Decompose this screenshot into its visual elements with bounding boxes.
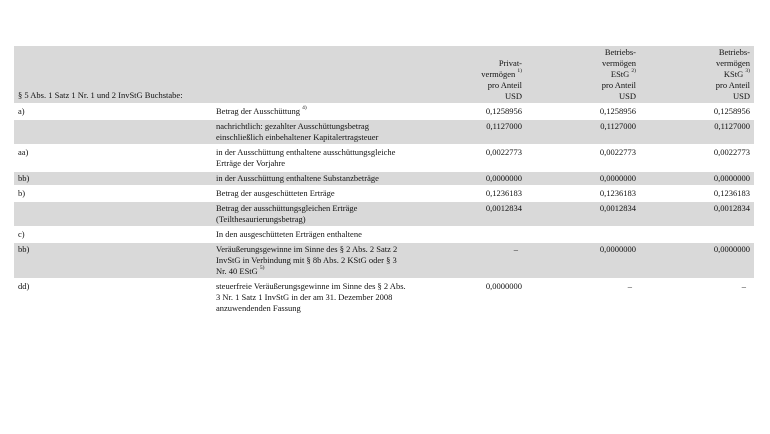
table-row <box>14 202 754 226</box>
value-cell <box>640 228 754 241</box>
table-row <box>14 187 754 200</box>
row-key: dd) <box>18 281 30 291</box>
value-cell: 0,1258956 <box>599 106 637 116</box>
value-cell: – <box>627 281 633 291</box>
value-cell: 0,0022773 <box>599 147 637 157</box>
column-header-private: Privat- vermögen $^{1)}$ pro Anteil USD <box>412 46 526 103</box>
value-cell: 0,0012834 <box>526 202 640 226</box>
row-description: Veräußerungsgewinne im Sinne des § 2 Abs. 2 Satz 2 InvStG in Verbindung mit § 8b Abs. 2 KStG oder § 3 Nr. 40 EStG $^{5)}$ <box>212 243 412 278</box>
table-row <box>14 120 754 144</box>
table-viewport <box>14 44 754 314</box>
table-row <box>14 105 754 118</box>
header-row <box>14 46 754 103</box>
value-cell: 0,1236183 <box>713 188 751 198</box>
row-description: in der Ausschüttung enthaltene Substanzbeträge <box>212 172 412 185</box>
value-cell: 0,0012834 <box>412 202 526 226</box>
value-cell: 0,1258956 <box>485 106 523 116</box>
row-key: a) <box>18 106 25 116</box>
column-header-business-estg: Betriebs- vermögen EStG $^{2)}$ pro Anteil USD <box>526 46 640 103</box>
row-key: c) <box>18 229 25 239</box>
value-cell: 0,1236183 <box>599 188 637 198</box>
footnote-marker: 5) <box>259 265 265 272</box>
value-cell: 0,1127000 <box>412 120 526 144</box>
row-description: Betrag der ausgeschütteten Erträge <box>216 188 335 198</box>
value-cell: 0,1258956 <box>713 106 751 116</box>
section-label: § 5 Abs. 1 Satz 1 Nr. 1 und 2 InvStG Buchstabe: <box>14 46 412 103</box>
value-cell: 0,0000000 <box>526 172 640 185</box>
value-cell: – <box>741 281 747 291</box>
row-description: in der Ausschüttung enthaltene ausschüttungsgleiche Erträge der Vorjahre <box>216 147 396 168</box>
table-row <box>14 228 754 241</box>
value-cell: 0,1127000 <box>640 120 754 144</box>
row-key: bb) <box>14 172 212 185</box>
value-cell: 0,0000000 <box>485 281 523 291</box>
value-cell: 0,0000000 <box>412 172 526 185</box>
column-header-business-kstg: Betriebs- vermögen KStG $^{3)}$ pro Anteil USD <box>640 46 754 103</box>
row-description: Betrag der ausschüttungsgleichen Erträge (Teilthesaurierungsbetrag) <box>212 202 412 226</box>
tax-table-document <box>14 44 754 314</box>
value-cell: 0,1127000 <box>526 120 640 144</box>
value-cell: 0,0000000 <box>526 243 640 278</box>
row-key <box>14 202 212 226</box>
row-description: In den ausgeschütteten Erträgen enthaltene <box>216 229 362 239</box>
row-description: Betrag der Ausschüttung $^{4)}$ <box>216 105 307 116</box>
value-cell <box>526 228 640 241</box>
table-body <box>14 105 754 314</box>
footnote-marker: 4) <box>302 105 307 112</box>
row-description: nachrichtlich: gezahlter Ausschüttungsbetrag einschließlich einbehaltener Kapitalertragsteuer <box>212 120 412 144</box>
value-cell: – <box>412 243 526 278</box>
value-cell: 0,0022773 <box>713 147 751 157</box>
row-key: b) <box>18 188 26 198</box>
value-cell: 0,0022773 <box>485 147 523 157</box>
row-description: steuerfreie Veräußerungsgewinne im Sinne des § 2 Abs. 3 Nr. 1 Satz 1 InvStG in der am 31. Dezember 2008 anzuwendenden Fassung <box>216 281 406 313</box>
table-row <box>14 172 754 185</box>
tax-table <box>14 44 754 314</box>
table-row <box>14 280 754 314</box>
table-row <box>14 243 754 278</box>
row-key <box>14 120 212 144</box>
row-key: aa) <box>18 147 29 157</box>
value-cell <box>412 228 526 241</box>
value-cell: 0,1236183 <box>485 188 523 198</box>
value-cell: 0,0012834 <box>640 202 754 226</box>
row-key: bb) <box>14 243 212 278</box>
table-row <box>14 146 754 170</box>
value-cell: 0,0000000 <box>640 243 754 278</box>
value-cell: 0,0000000 <box>640 172 754 185</box>
